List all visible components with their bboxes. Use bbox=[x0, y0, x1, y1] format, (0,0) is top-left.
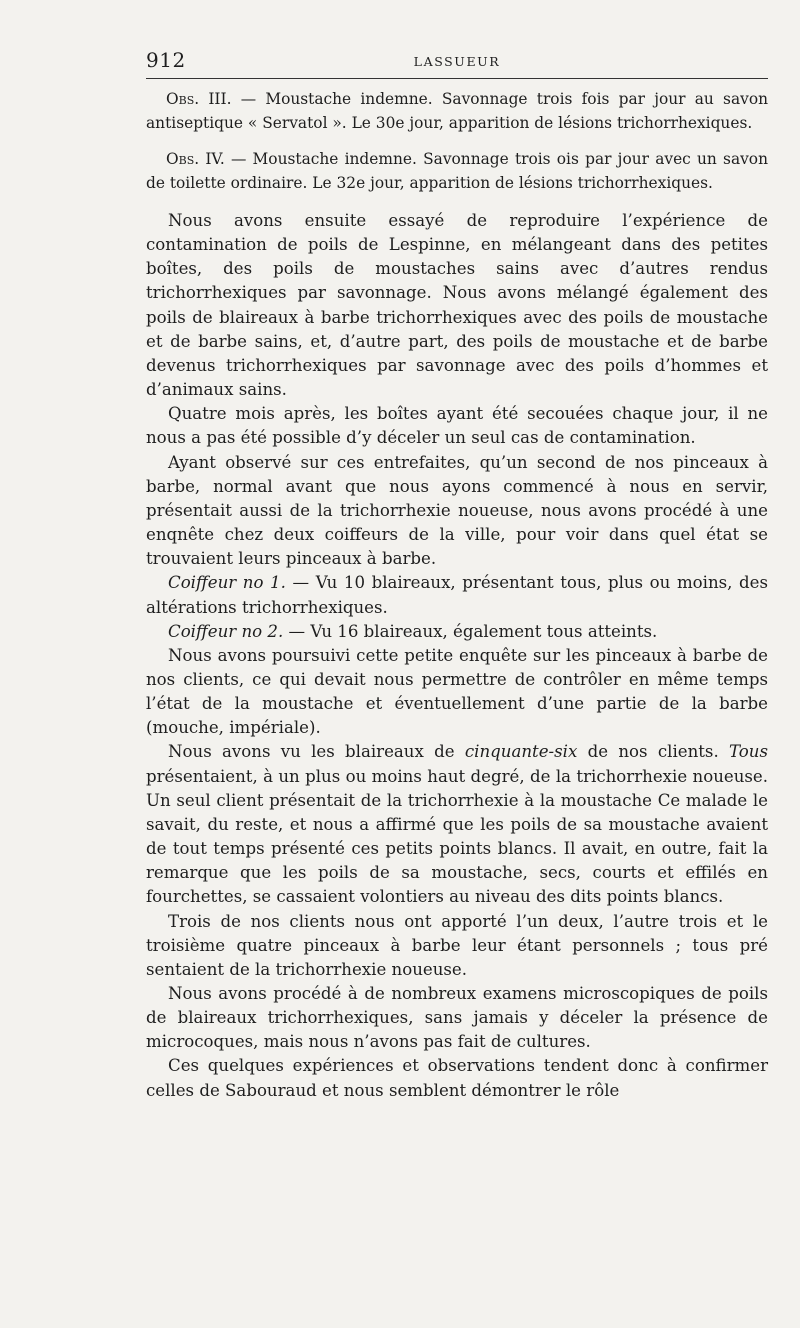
observation-3-label: Obs. III. bbox=[166, 90, 232, 108]
paragraph-three-clients: Trois de nos clients nous ont apporté l’un deux, l’autre trois et le troisième quatre pinceaux à barbe leur étant personnels ; tous pré sentaient de la trichorrhexie noueuse. bbox=[146, 911, 768, 979]
observation-3 bbox=[146, 87, 768, 135]
paragraph-microscopic: Nous avons procédé à de nombreux examens microscopiques de poils de blaireaux trichorrhexiques, sans jamais y déceler la présence de microcoques, mais nous n’avons pas fait de cultures. bbox=[146, 984, 768, 1052]
paragraph-conclusion: Ces quelques expériences et observations tendent donc à confirmer celles de Sabouraud et nous semblent démontrer le rôle bbox=[146, 1056, 768, 1100]
observation-3-text: — Moustache indemne. Savonnage trois fois par jour au savon antiseptique « Servatol ». Le 30e jour, apparition de lésions trichorrhexiques. bbox=[146, 90, 768, 132]
page-header bbox=[146, 48, 768, 79]
p7-part-b: de nos clients. bbox=[577, 742, 730, 762]
paragraph-fifty-six bbox=[146, 740, 768, 909]
barber-2-text: — Vu 16 blaireaux, également tous atteints. bbox=[283, 621, 658, 641]
p7-emphasis-count: cinquante-six bbox=[464, 742, 578, 762]
paragraph-second-brush: Ayant observé sur ces entrefaites, qu’un second de nos pinceaux à barbe, normal avant que nous ayons commencé à nous en servir, présentait aussi de la trichorrhexie noueuse, nous avons procédé à une enqnête chez deux coiffeurs de la ville, pour voir dans quel état se trouvaient leurs pinceaux à barbe. bbox=[146, 452, 768, 569]
barber-1-text: — Vu 10 blaireaux, présentant tous, plus ou moins, des altérations trichorrhexiques. bbox=[146, 573, 769, 617]
running-head: LASSUEUR bbox=[413, 54, 501, 69]
paragraph-barber-1 bbox=[146, 571, 768, 619]
p7-emphasis-tous: Tous bbox=[729, 742, 768, 762]
p7-part-c: présentaient, à un plus ou moins haut degré, de la trichorrhexie noueuse. Un seul client présentait de la trichorrhexie à la moustache Ce malade le savait, du reste, et nous a affirmé que les poils de sa moustache avaient de tout temps présenté ces petits points blancs. Il avait, en outre, fait la remarque que les poils de sa moustache, secs, courts et effilés en fourchettes, se cassaient volontiers au niveau des dits points blancs. bbox=[146, 766, 768, 907]
paragraph-contamination: Nous avons ensuite essayé de reproduire l’expérience de contamination de poils de Lespinne, en mélangeant dans des petites boîtes, des poils de moustaches sains avec d’autres rendus trichorrhexiques par savonnage. Nous avons mélangé également des poils de blaireaux à barbe trichorrhexiques avec des poils de moustache et de barbe sains, et, d’autre part, des poils de moustache et de barbe devenus trichorrhexiques par savonnage avec des poils d’hommes et d’animaux sains. bbox=[146, 211, 768, 400]
paragraph-four-months: Quatre mois après, les boîtes ayant été secouées chaque jour, il ne nous a pas été possible d’y déceler un seul cas de contamination. bbox=[146, 404, 768, 448]
barber-2-label: Coiffeur no 2. bbox=[168, 621, 284, 641]
observation-4-label: Obs. IV. bbox=[166, 150, 225, 168]
p7-part-a: Nous avons vu les blaireaux de bbox=[168, 742, 465, 762]
page-number: 912 bbox=[146, 48, 186, 72]
observation-4-text: — Moustache indemne. Savonnage trois ois par jour avec un savon de toilette ordinaire. Le 32e jour, apparition de lésions trichorrhexiques. bbox=[146, 150, 768, 192]
paragraph-barber-2 bbox=[146, 620, 768, 644]
paragraph-clients-survey: Nous avons poursuivi cette petite enquête sur les pinceaux à barbe de nos clients, ce qui devait nous permettre de contrôler en même temps l’état de la moustache et éventuellement d’une partie de la barbe (mouche, impériale). bbox=[146, 645, 768, 738]
page bbox=[146, 48, 768, 1103]
observation-4 bbox=[146, 147, 768, 195]
body-text bbox=[146, 209, 768, 1103]
barber-1-label: Coiffeur no 1. bbox=[168, 573, 286, 593]
